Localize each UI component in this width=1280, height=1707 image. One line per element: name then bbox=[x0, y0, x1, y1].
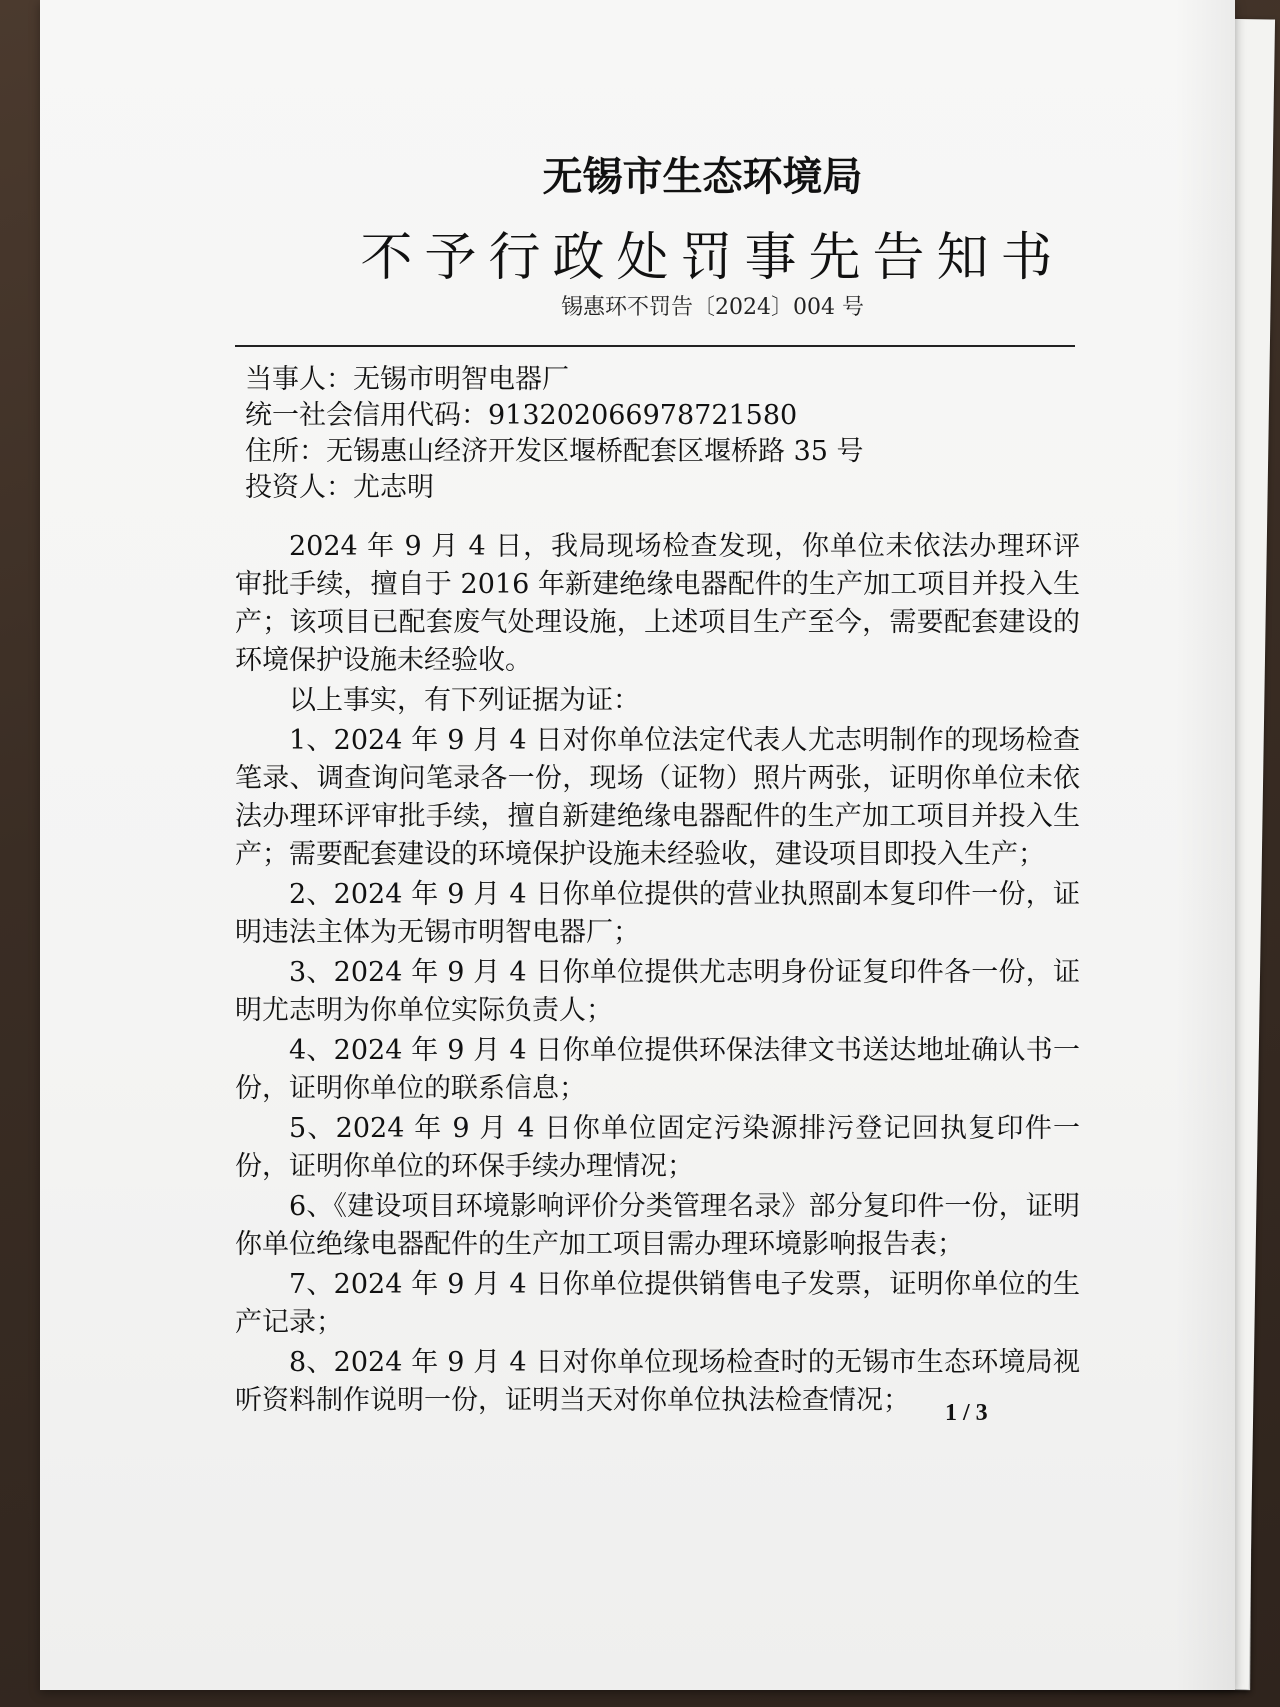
evidence-item-7: 7、2024 年 9 月 4 日你单位提供销售电子发票，证明你单位的生产记录； bbox=[235, 1269, 1080, 1338]
evidence-item-6: 6、《建设项目环境影响评价分类管理名录》部分复印件一份，证明你单位绝缘电器配件的生产加工项目需办理环境影响报告表； bbox=[235, 1191, 1080, 1260]
party-investor: 投资人：尤志明 bbox=[245, 472, 434, 503]
paragraph-facts: 2024 年 9 月 4 日，我局现场检查发现，你单位未依法办理环评审批手续，擅自于 2016 年新建绝缘电器配件的生产加工项目并投入生产；该项目已配套废气处理设施，上述项目生产至今，需要配套建设的环境保护设施未经验收。 bbox=[235, 531, 1080, 676]
page-number: 1 / 3 bbox=[945, 1400, 988, 1426]
evidence-item-3: 3、2024 年 9 月 4 日你单位提供尤志明身份证复印件各一份，证明尤志明为你单位实际负责人； bbox=[235, 957, 1080, 1026]
evidence-item-8: 8、2024 年 9 月 4 日对你单位现场检查时的无锡市生态环境局视听资料制作说明一份，证明当天对你单位执法检查情况； bbox=[235, 1347, 1080, 1416]
party-name: 当事人：无锡市明智电器厂 bbox=[245, 364, 569, 395]
document-body bbox=[235, 528, 1080, 1422]
header-divider bbox=[235, 345, 1075, 347]
doc-title: 不予行政处罚事先告知书 bbox=[360, 228, 1065, 288]
paragraph-evidence-intro: 以上事实，有下列证据为证： bbox=[289, 685, 640, 716]
party-address: 住所：无锡惠山经济开发区堰桥配套区堰桥路 35 号 bbox=[245, 436, 864, 467]
evidence-item-1: 1、2024 年 9 月 4 日对你单位法定代表人尤志明制作的现场检查笔录、调查询问笔录各一份，现场（证物）照片两张，证明你单位未依法办理环评审批手续，擅自新建绝缘电器配件的生产加工项目并投入生产；需要配套建设的环境保护设施未经验收，建设项目即投入生产； bbox=[235, 725, 1080, 870]
party-info bbox=[245, 362, 864, 506]
evidence-item-2: 2、2024 年 9 月 4 日你单位提供的营业执照副本复印件一份，证明违法主体为无锡市明智电器厂； bbox=[235, 879, 1080, 948]
doc-number: 锡惠环不罚告〔2024〕004 号 bbox=[561, 295, 864, 320]
org-title: 无锡市生态环境局 bbox=[542, 154, 863, 200]
party-credit-code: 统一社会信用代码：91320206697872158​0 bbox=[245, 400, 798, 431]
document-page bbox=[40, 0, 1235, 1690]
evidence-item-4: 4、2024 年 9 月 4 日你单位提供环保法律文书送达地址确认书一份，证明你单位的联系信息； bbox=[235, 1035, 1080, 1104]
evidence-item-5: 5、2024 年 9 月 4 日你单位固定污染源排污登记回执复印件一份，证明你单位的环保手续办理情况； bbox=[235, 1113, 1080, 1182]
